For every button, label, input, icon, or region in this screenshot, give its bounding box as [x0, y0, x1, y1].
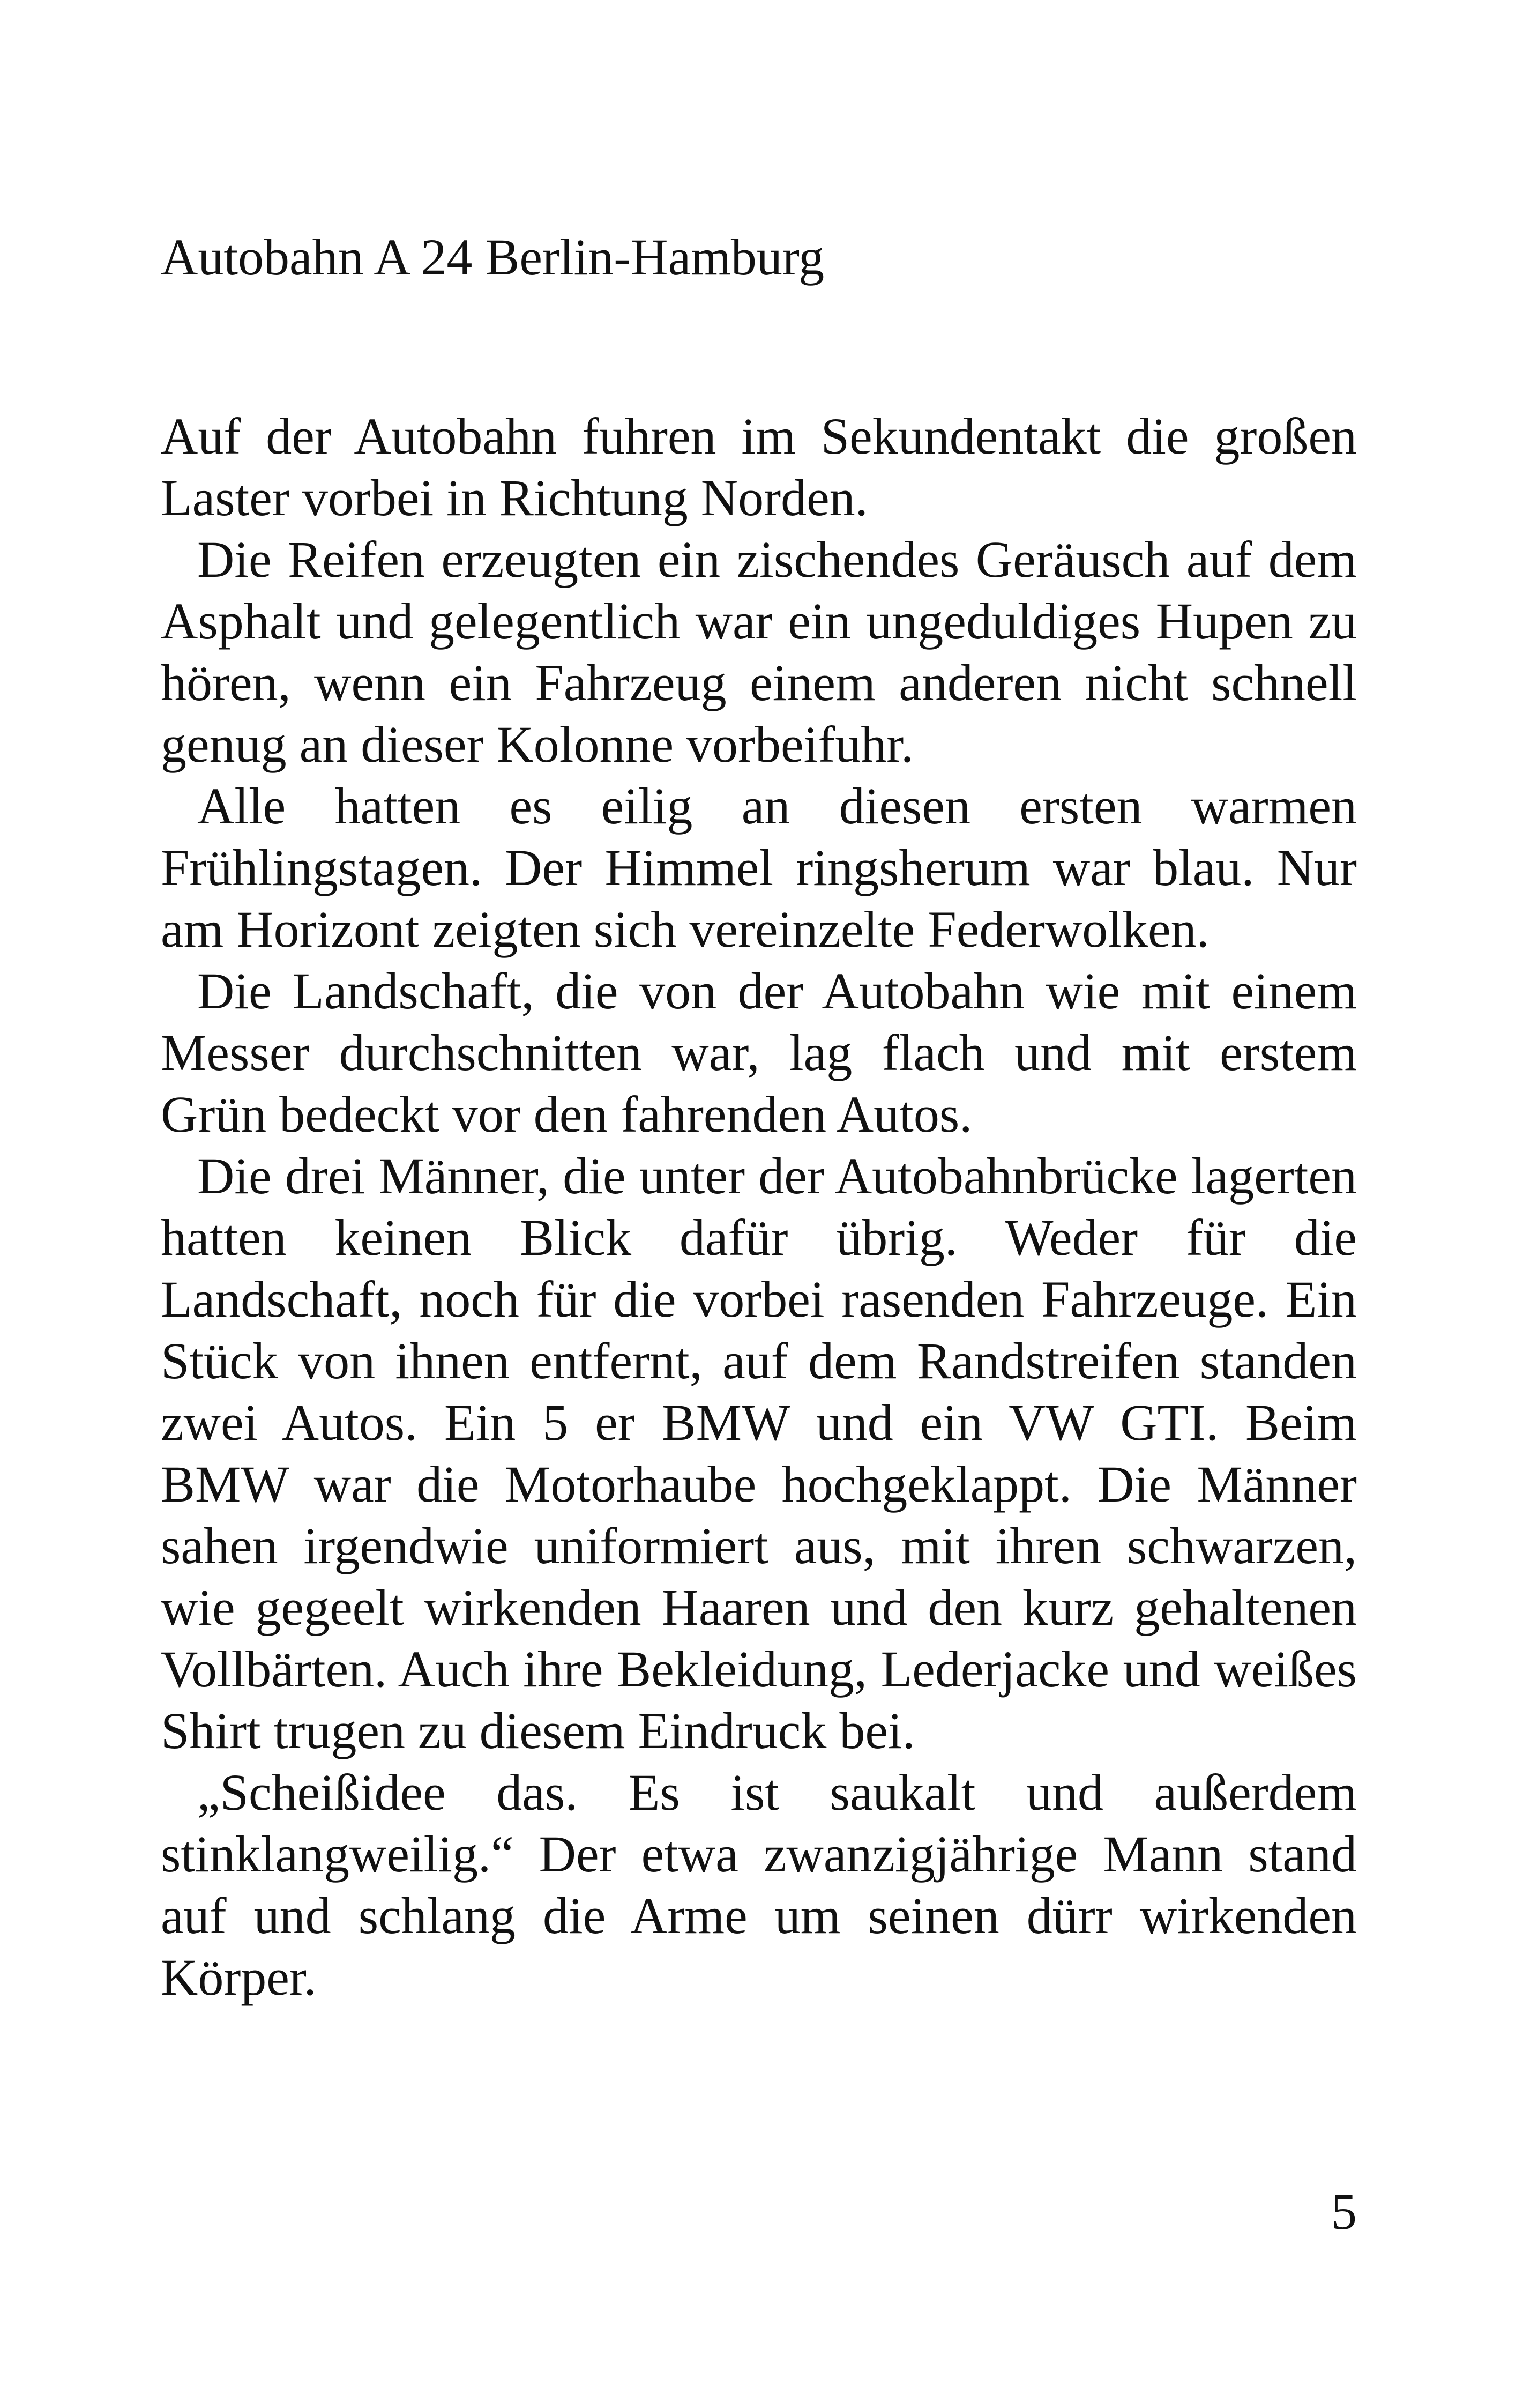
paragraph-5: Die drei Männer, die unter der Autobahnbrücke lagerten hatten keinen Blick dafür übrig. Weder für die Landschaft, noch für die vorbei rasenden Fahrzeuge. Ein Stück von ihnen entfernt, auf dem Randstreifen standen zwei Autos. Ein 5 er BMW und ein VW GTI. Beim BMW war die Motorhaube hochgeklappt. Die Männer sahen irgendwie uniformiert aus, mit ihren schwarzen, wie gegeelt wirkenden Haaren und den kurz gehaltenen Vollbärten. Auch ihre Bekleidung, Lederjacke und weißes Shirt trugen zu diesem Eindruck bei.: [161, 1147, 1357, 1759]
paragraph-1: Auf der Autobahn fuhren im Sekundentakt die großen Laster vorbei in Richtung Norden.: [161, 407, 1357, 526]
page-number: 5: [1331, 2183, 1357, 2240]
chapter-title: Autobahn A 24 Berlin-Hamburg: [161, 228, 825, 286]
paragraph-3: Alle hatten es eilig an diesen ersten warmen Frühlingstagen. Der Himmel ringsherum war blau. Nur am Horizont zeigten sich vereinzelte Federwolken.: [161, 777, 1357, 958]
paragraph-2: Die Reifen erzeugten ein zischendes Geräusch auf dem Asphalt und gelegentlich war ein ungeduldiges Hupen zu hören, wenn ein Fahrzeug einem anderen nicht schnell genug an dieser Kolonne vorbeifuhr.: [161, 531, 1357, 773]
paragraph-4: Die Landschaft, die von der Autobahn wie mit einem Messer durchschnitten war, lag flach und mit erstem Grün bedeckt vor den fahrenden Autos.: [161, 962, 1357, 1143]
paragraph-6: „Scheißidee das. Es ist saukalt und außerdem stinklangweilig.“ Der etwa zwanzigjährige Mann stand auf und schlang die Arme um seinen dürr wirkenden Körper.: [161, 1764, 1357, 2006]
body-text: [161, 405, 1357, 2008]
